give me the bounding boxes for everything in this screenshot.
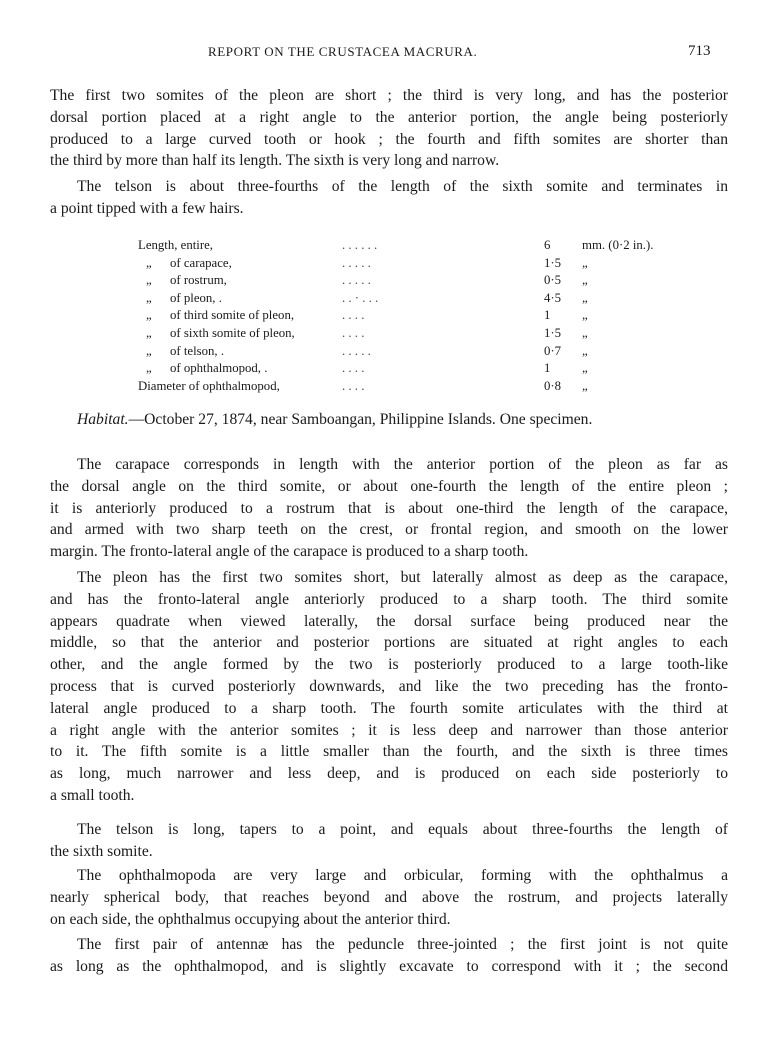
measurement-label: of ophthalmopod, . <box>170 361 268 376</box>
measurement-value: 1·5 <box>544 255 562 270</box>
measurement-value: 0·8 <box>544 378 562 393</box>
measurement-label: of third somite of pleon, <box>170 308 295 323</box>
measurement-row <box>138 272 692 290</box>
text-line: The pleon has the first two somites short, but laterally almost as deep as the carapace, <box>77 569 728 586</box>
measurement-row <box>138 343 692 361</box>
text-line: margin. The fronto-lateral angle of the carapace is produced to a sharp tooth. <box>50 543 529 561</box>
text-line: it is anteriorly produced to a rostrum that is about one-third the length of the carapace, <box>50 499 728 517</box>
ditto-mark: „ <box>146 343 152 358</box>
measurement-row <box>138 307 692 325</box>
leader-dots: . . . . <box>342 325 365 340</box>
text-line: a right angle with the anterior somites ; it is less deep and narrower than those anterior <box>50 721 728 739</box>
text-line: a small tooth. <box>50 786 135 804</box>
leader-dots: . . . . <box>342 308 365 323</box>
page-number: 713 <box>688 43 711 59</box>
measurement-unit: „ <box>582 325 588 340</box>
leader-dots: . . . . . <box>342 273 371 288</box>
measurement-label: of telson, . <box>170 343 225 358</box>
habitat-text: —October 27, 1874, near Samboangan, Philippine Islands. One specimen. <box>128 411 593 428</box>
habitat-label: Habitat. <box>77 411 129 428</box>
text-line: and armed with two sharp teeth on the crest, or frontal region, and smooth on the lower <box>50 521 728 539</box>
ditto-mark: „ <box>146 255 152 270</box>
ditto-mark: „ <box>146 308 152 323</box>
habitat-line <box>77 411 592 429</box>
text-line: on each side, the ophthalmus occupying about the anterior third. <box>50 910 451 928</box>
text-line: produced to a large curved tooth or hook ; the fourth and fifth somites are shorter than <box>50 130 728 148</box>
text-line: dorsal portion placed at a right angle to the anterior portion, the angle being posteriorly <box>50 108 728 126</box>
paragraph-telson-intro <box>50 176 728 220</box>
measurement-row <box>138 360 692 378</box>
measurement-value: 6 <box>544 238 551 252</box>
running-title: REPORT ON THE CRUSTACEA MACRURA. <box>208 44 478 59</box>
ditto-mark: „ <box>146 290 152 305</box>
text-line: nearly spherical body, that reaches beyond and above the rostrum, and projects laterally <box>50 888 728 906</box>
text-line: appears quadrate when viewed laterally, the dorsal surface being produced near the <box>50 612 728 630</box>
measurement-value: 4·5 <box>544 290 562 305</box>
text-line: The telson is long, tapers to a point, and equals about three-fourths the length of <box>77 821 728 838</box>
measurement-row <box>138 378 692 396</box>
paragraph-carapace <box>50 454 728 563</box>
measurements-table <box>138 237 692 395</box>
measurement-value: 0·5 <box>544 273 562 288</box>
text-line: lateral angle produced to a sharp tooth. The fourth somite articulates with the third at <box>50 699 728 717</box>
measurement-value: 1·5 <box>544 325 562 340</box>
text-line: The telson is about three-fourths of the length of the sixth somite and terminates in <box>77 178 728 195</box>
leader-dots: . . . . <box>342 378 365 393</box>
text-line: the sixth somite. <box>50 842 153 860</box>
measurement-unit: „ <box>582 343 588 358</box>
paragraph-antennae <box>50 934 728 978</box>
measurement-row <box>138 325 692 343</box>
measurement-unit: „ <box>582 308 588 323</box>
measurement-label: Length, entire, <box>138 238 213 252</box>
text-line: a point tipped with a few hairs. <box>50 199 244 217</box>
measurement-unit: „ <box>582 273 588 288</box>
measurement-row <box>138 290 692 308</box>
text-line: The first pair of antennæ has the peduncle three-jointed ; the first joint is not quite <box>77 936 728 953</box>
text-line: The carapace corresponds in length with the anterior portion of the pleon as far as <box>77 456 728 473</box>
measurement-unit: mm. (0·2 in.). <box>582 238 654 252</box>
leader-dots: . . . . . . <box>342 238 378 252</box>
measurement-label: Diameter of ophthalmopod, <box>138 378 280 393</box>
measurement-label: of sixth somite of pleon, <box>170 325 295 340</box>
measurement-value: 1 <box>544 308 551 323</box>
leader-dots: . . · . . . <box>342 290 379 305</box>
paragraph-ophthalmopoda <box>50 865 728 930</box>
text-line: process that is curved posteriorly downwards, and like the two preceding has the fronto- <box>50 677 728 695</box>
leader-dots: . . . . . <box>342 255 371 270</box>
measurement-unit: „ <box>582 255 588 270</box>
text-line: the third by more than half its length. The sixth is very long and narrow. <box>50 152 500 170</box>
text-line: as long, much narrower and less deep, and is produced on each side posteriorly to <box>50 765 728 783</box>
measurement-label: of rostrum, <box>170 273 227 288</box>
measurement-label: of carapace, <box>170 255 232 270</box>
measurement-unit: „ <box>582 378 588 393</box>
text-line: middle, so that the anterior and posterior portions are situated at right angles to each <box>50 634 728 652</box>
paragraph-pleon-somites <box>50 85 728 172</box>
paragraph-telson <box>50 819 728 863</box>
text-line: The ophthalmopoda are very large and orbicular, forming with the ophthalmus a <box>77 867 728 884</box>
ditto-mark: „ <box>146 361 152 376</box>
measurement-unit: „ <box>582 290 588 305</box>
ditto-mark: „ <box>146 325 152 340</box>
measurement-value: 1 <box>544 361 551 376</box>
measurement-row <box>138 255 692 273</box>
measurement-value: 0·7 <box>544 343 562 358</box>
measurement-row <box>138 237 692 255</box>
measurement-unit: „ <box>582 361 588 376</box>
text-line: The first two somites of the pleon are short ; the third is very long, and has the posterior <box>50 87 728 104</box>
leader-dots: . . . . <box>342 361 365 376</box>
text-line: other, and the angle formed by the two is posteriorly produced to a large tooth-like <box>50 656 728 674</box>
paragraph-pleon <box>50 567 728 807</box>
ditto-mark: „ <box>146 273 152 288</box>
text-line: to it. The fifth somite is a little smaller than the fourth, and the sixth is three times <box>50 743 728 761</box>
text-line: as long as the ophthalmopod, and is slightly excavate to correspond with it ; the second <box>50 957 728 975</box>
measurement-label: of pleon, . <box>170 290 222 305</box>
text-line: the dorsal angle on the third somite, or about one-fourth the length of the entire pleon ; <box>50 477 728 495</box>
text-line: and has the fronto-lateral angle anteriorly produced to a sharp tooth. The third somite <box>50 590 728 608</box>
leader-dots: . . . . . <box>342 343 371 358</box>
